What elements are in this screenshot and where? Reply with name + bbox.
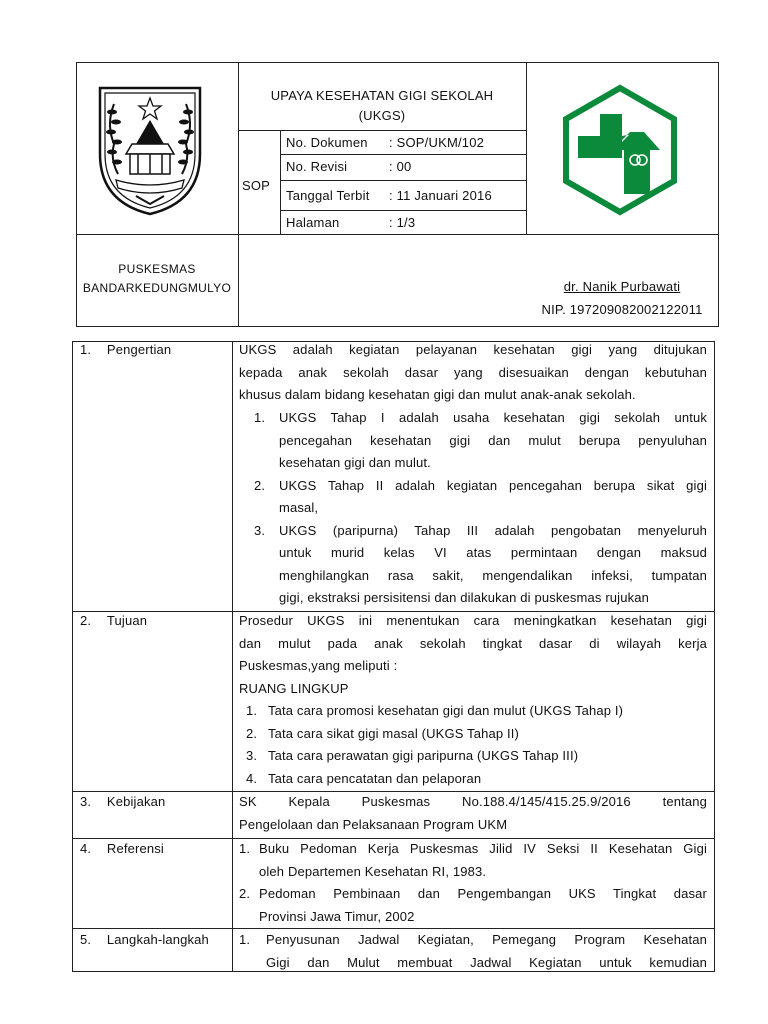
row-num: 5. (80, 932, 92, 947)
scope-list (239, 700, 707, 790)
puskesmas-logo-icon (560, 84, 680, 216)
list-item (246, 700, 707, 723)
sop-title (238, 86, 526, 126)
row-num: 1. (80, 342, 92, 357)
meta-doc-label: No. Dokumen (286, 135, 368, 150)
meta-rev-label: No. Revisi (286, 159, 348, 174)
paragraph-line: khusus dalam bidang kesehatan gigi dan mulut anak-anak sekolah. (239, 387, 636, 402)
row-num: 3. (80, 794, 92, 809)
list-line: Provinsi Jawa Timur, 2002 (259, 908, 415, 924)
row-title: Langkah-langkah (106, 932, 209, 947)
list-line: Gigi dan Mulut membuat Jadwal Kegiatan untuk kemudian (266, 954, 707, 970)
list-item (254, 407, 707, 475)
meta-rev-value: : 00 (389, 159, 412, 174)
list-line: oleh Departemen Kesehatan RI, 1983. (259, 863, 487, 879)
row-title: Tujuan (106, 613, 148, 628)
meta-page-label: Halaman (286, 215, 340, 230)
row-num: 4. (80, 841, 92, 856)
list-item (239, 883, 707, 928)
list-item (246, 723, 707, 746)
meta-date-label: Tanggal Terbit (286, 188, 370, 203)
scope-title: RUANG LINGKUP (239, 680, 349, 696)
puskesmas-logo (560, 84, 680, 216)
meta-page-value: : 1/3 (389, 215, 416, 230)
paragraph-line: Puskesmas,yang meliputi : (239, 658, 398, 673)
sop-title-line1: UPAYA KESEHATAN GIGI SEKOLAH (270, 88, 494, 103)
paragraph-line: dan mulut pada anak sekolah tingkat dasar di wilayah kerja (239, 635, 707, 651)
list-line: UKGS Tahap II adalah kegiatan pencegahan berupa sikat gigi (279, 477, 707, 493)
list-num: 2. (246, 725, 258, 741)
list-num: 1. (239, 932, 251, 947)
list-line: kesehatan gigi dan mulut. (279, 455, 431, 470)
row-langkah-label (80, 929, 209, 952)
row-title: Referensi (106, 841, 164, 856)
row-num: 2. (80, 613, 92, 628)
row-tujuan-content (239, 610, 707, 790)
list-item (254, 520, 707, 610)
meta-doc-value: : SOP/UKM/102 (389, 135, 485, 150)
org-name (76, 260, 238, 298)
sop-label: SOP (242, 178, 271, 193)
list-item (254, 475, 707, 520)
list-line: UKGS (paripurna) Tahap III adalah pengobatan menyeluruh (279, 522, 707, 538)
list-line: UKGS Tahap I adalah usaha kesehatan gigi sekolah untuk (279, 410, 707, 425)
row-tujuan-label (80, 610, 147, 633)
pengertian-list (254, 407, 707, 610)
row-langkah-content (239, 929, 707, 974)
org-name-line2: BANDARKEDUNGMULYO (82, 281, 232, 295)
list-num: 1. (246, 703, 258, 718)
list-line: masal, (279, 500, 319, 515)
list-num: 2. (254, 477, 266, 493)
sop-title-line2: (UKGS) (358, 108, 406, 123)
paragraph-line: Pengelolaan dan Pelaksanaan Program UKM (239, 816, 508, 832)
paragraph-line: Prosedur UKGS ini menentukan cara meningkatkan kesehatan gigi (239, 613, 707, 628)
list-item (239, 838, 707, 883)
list-line: untuk murid kelas VI atas permintaan dengan maksud (279, 545, 707, 560)
row-referensi-content (239, 838, 707, 928)
row-kebijakan-label (80, 791, 165, 814)
meta-date-value: : 11 Januari 2016 (389, 188, 492, 203)
signer-name: dr. Nanik Purbawati (563, 279, 681, 294)
regency-emblem (92, 84, 208, 218)
list-line: menghilangkan rasa sakit, mengendalikan infeksi, tumpatan (279, 567, 707, 583)
signer-nip: NIP. 197209082002122011 (541, 302, 703, 317)
list-text: Tata cara promosi kesehatan gigi dan mulut (UKGS Tahap I) (268, 703, 624, 718)
emblem-shield-icon (92, 84, 208, 218)
row-title: Kebijakan (106, 794, 166, 809)
row-title: Pengertian (106, 342, 172, 357)
list-line: Pedoman Pembinaan dan Pengembangan UKS Tingkat dasar (259, 886, 707, 901)
list-text: Tata cara sikat gigi masal (UKGS Tahap II) (268, 725, 519, 741)
row-pengertian-content (239, 339, 707, 407)
list-item (246, 745, 707, 768)
list-text: Tata cara perawatan gigi paripurna (UKGS Tahap III) (268, 748, 579, 763)
list-num: 4. (246, 770, 258, 786)
row-kebijakan-content (239, 791, 707, 836)
list-num: 3. (246, 748, 258, 763)
paragraph-line: UKGS adalah kegiatan pelayanan kesehatan gigi yang ditujukan (239, 342, 707, 357)
list-item (246, 768, 707, 791)
org-name-line1: PUSKESMAS (118, 262, 196, 276)
list-item (239, 929, 707, 974)
row-referensi-label (80, 838, 164, 861)
list-line: gigi, ekstraksi persisitensi dan dilakukan di puskesmas rujukan (279, 590, 650, 605)
list-num: 1. (239, 841, 251, 856)
paragraph-line: kepada anak sekolah dasar yang disesuaikan dengan kebutuhan (239, 364, 707, 380)
list-num: 3. (254, 522, 266, 538)
row-pengertian-label (80, 339, 171, 362)
list-line: Penyusunan Jadwal Kegiatan, Pemegang Program Kesehatan (266, 932, 707, 947)
list-line: Buku Pedoman Kerja Puskesmas Jilid IV Seksi II Kesehatan Gigi (259, 841, 707, 856)
list-num: 1. (254, 410, 266, 425)
list-num: 2. (239, 886, 251, 901)
list-text: Tata cara pencatatan dan pelaporan (268, 770, 482, 786)
list-line: pencegahan kesehatan gigi dan mulut berupa penyuluhan (279, 432, 707, 448)
paragraph-line: SK Kepala Puskesmas No.188.4/145/415.25.9/2016 tentang (239, 794, 707, 809)
